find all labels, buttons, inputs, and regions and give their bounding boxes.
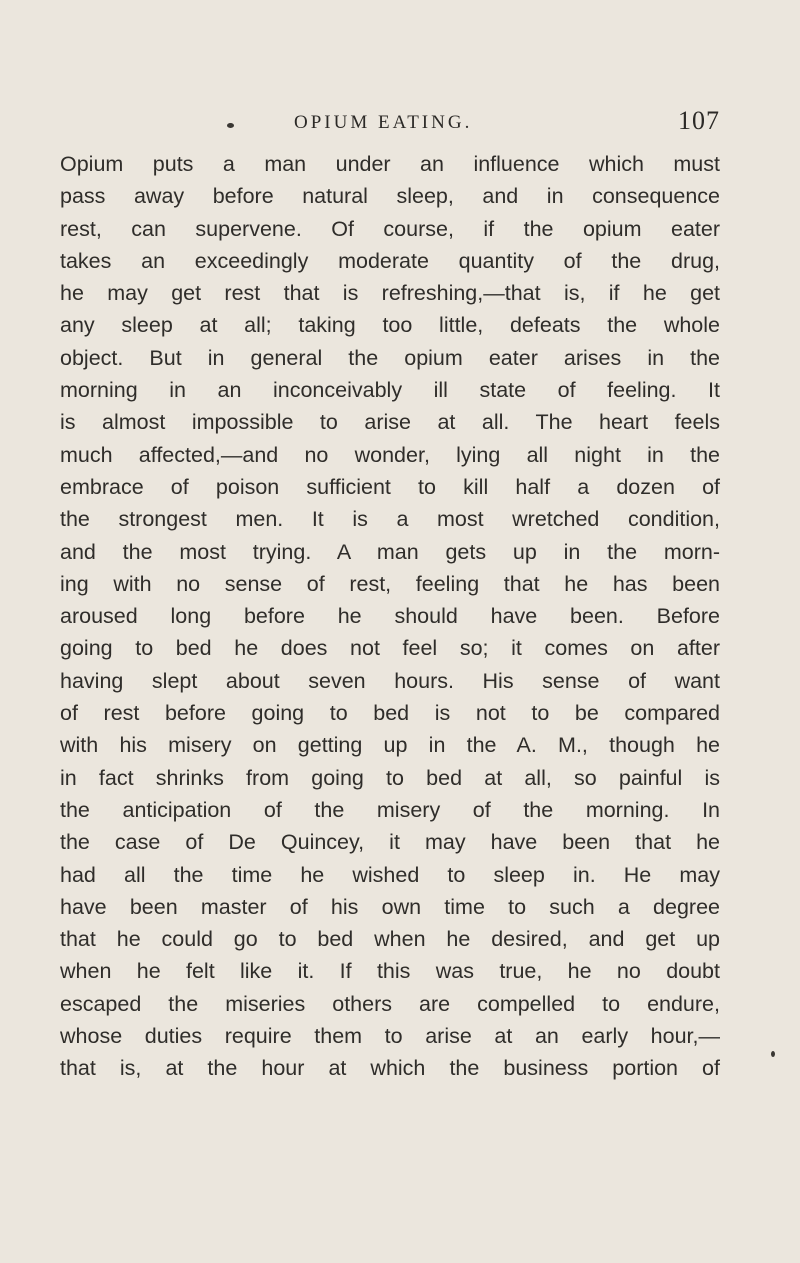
text-line: Opium puts a man under an influence which must <box>60 152 720 176</box>
text-line: he may get rest that is refreshing,—that is, if he get <box>60 281 720 306</box>
running-head-title: OPIUM EATING. <box>294 112 473 133</box>
text-line: have been master of his own time to such a degree <box>60 894 720 919</box>
text-line: morning in an inconceivably ill state of feeling. It <box>60 378 720 403</box>
ink-speck <box>771 1051 775 1057</box>
page-number: 107 <box>678 106 720 135</box>
text-line: ing with no sense of rest, feeling that he has been <box>60 571 720 596</box>
text-line: much affected,—and no wonder, lying all night in the <box>60 442 720 467</box>
text-line: in fact shrinks from going to bed at all, so painful is <box>60 765 720 790</box>
text-line: any sleep at all; taking too little, defeats the whole <box>60 313 720 338</box>
text-line: going to bed he does not feel so; it comes on after <box>60 636 720 661</box>
text-line: that he could go to bed when he desired, and get up <box>60 927 720 952</box>
text-line: having slept about seven hours. His sense of want <box>60 668 720 693</box>
text-line: the anticipation of the misery of the morning. In <box>60 797 720 822</box>
text-line: had all the time he wished to sleep in. He may <box>60 862 720 887</box>
text-line: and the most trying. A man gets up in the morn- <box>60 539 720 564</box>
text-line: of rest before going to bed is not to be compared <box>60 701 720 726</box>
text-line: rest, can supervene. Of course, if the opium eater <box>60 216 720 241</box>
text-line: that is, at the hour at which the business portion of <box>60 1056 720 1081</box>
text-line: object. But in general the opium eater arises in the <box>60 345 720 370</box>
text-line: embrace of poison sufficient to kill half a dozen of <box>60 474 720 499</box>
ink-speck <box>227 123 234 128</box>
body-text <box>60 148 720 1085</box>
text-line: is almost impossible to arise at all. The heart feels <box>60 410 720 435</box>
text-line: takes an exceedingly moderate quantity of the drug, <box>60 248 720 273</box>
text-line: the case of De Quincey, it may have been that he <box>60 830 720 855</box>
running-head <box>60 106 720 142</box>
text-line: aroused long before he should have been. Before <box>60 604 720 629</box>
text-line: whose duties require them to arise at an early hour,— <box>60 1024 720 1049</box>
text-line: the strongest men. It is a most wretched condition, <box>60 507 720 532</box>
text-line: pass away before natural sleep, and in consequence <box>60 184 720 209</box>
text-line: escaped the miseries others are compelled to endure, <box>60 991 720 1016</box>
text-line: when he felt like it. If this was true, he no doubt <box>60 959 720 984</box>
text-line: with his misery on getting up in the A. M., though he <box>60 733 720 758</box>
